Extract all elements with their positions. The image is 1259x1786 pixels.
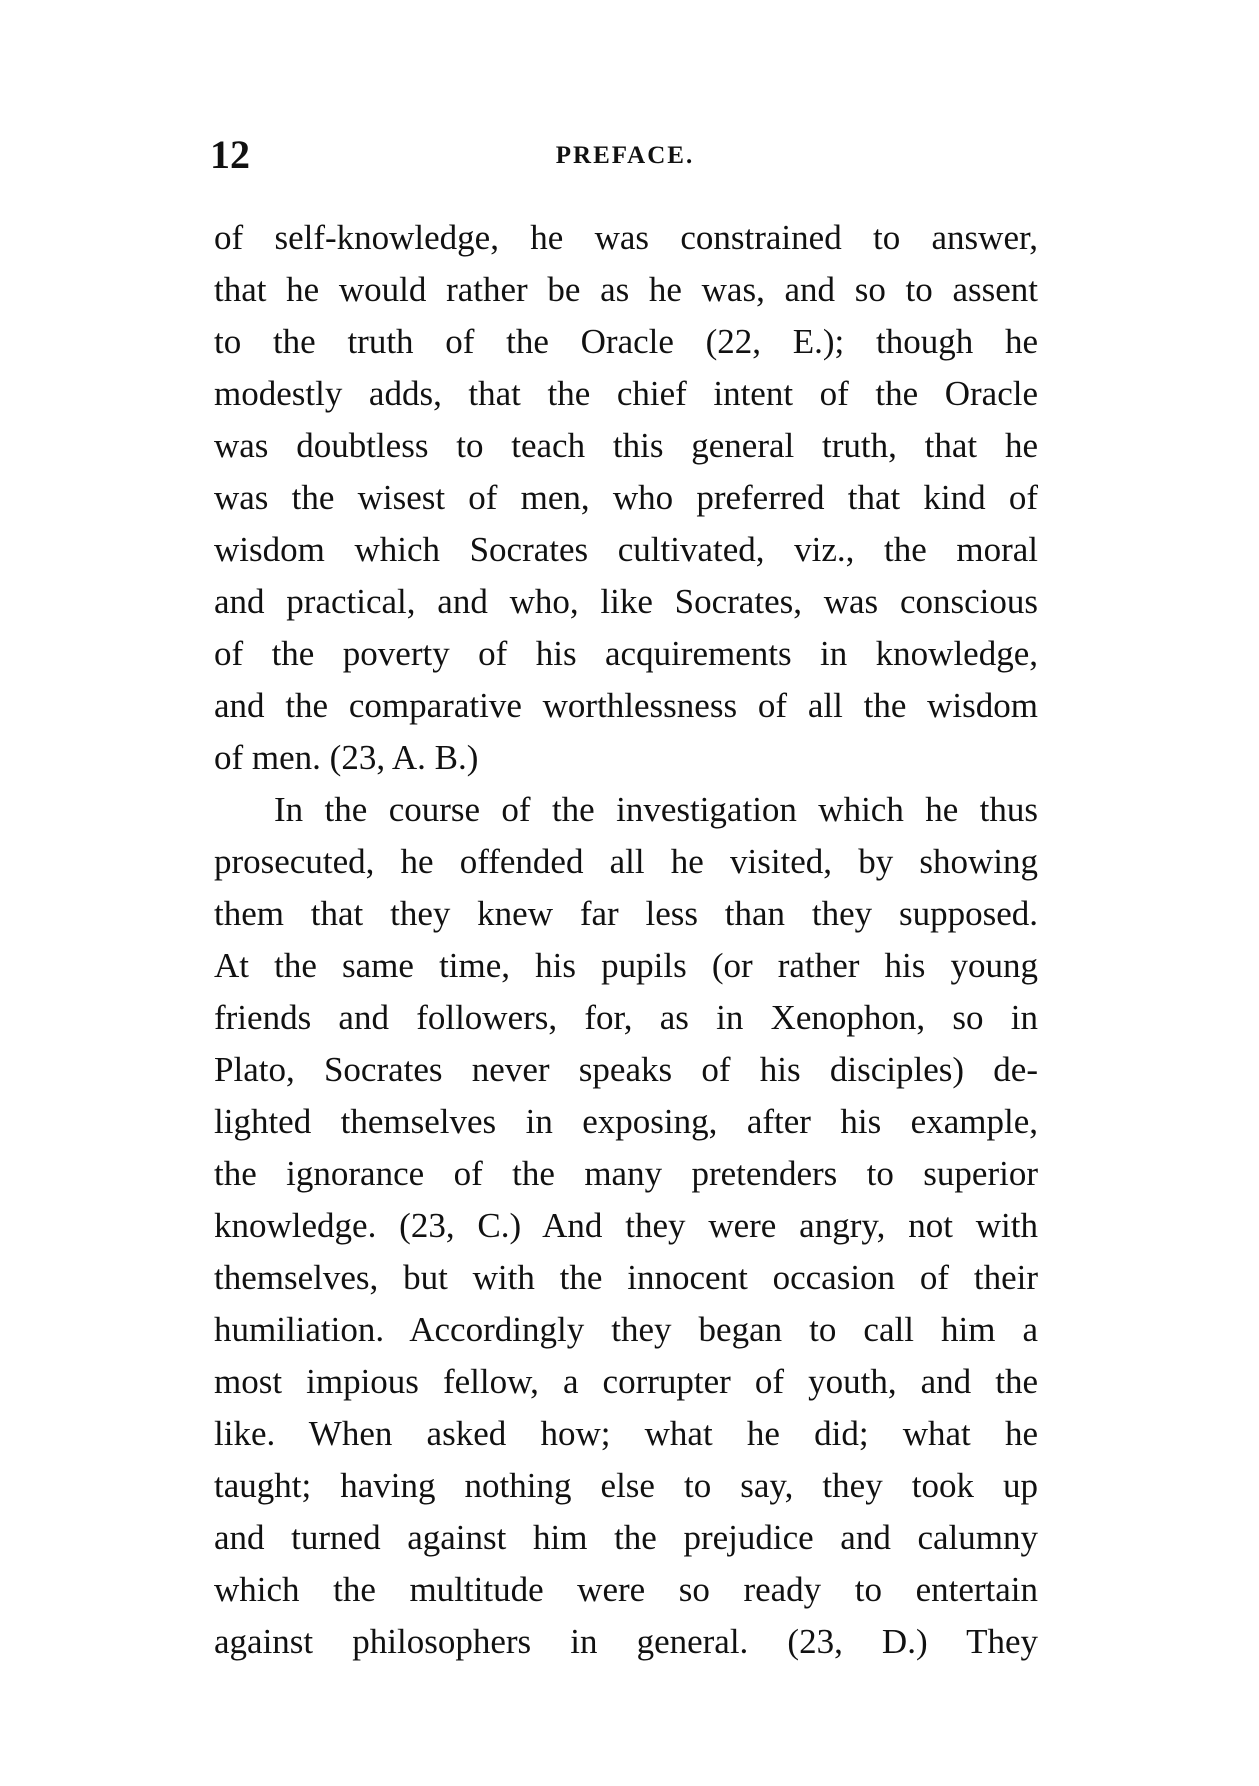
body-text [214, 212, 1038, 1668]
text-line: wisdom which Socrates cultivated, viz., the moral [214, 530, 1038, 569]
text-line: of the poverty of his acquirements in knowledge, [214, 634, 1038, 673]
page-header [210, 130, 1040, 180]
running-head: PREFACE. [555, 142, 695, 169]
text-line: that he would rather be as he was, and so to assent [214, 270, 1038, 309]
text-line: lighted themselves in exposing, after his example, [214, 1102, 1038, 1141]
text-line: taught; having nothing else to say, they took up [214, 1466, 1038, 1505]
text-line: Plato, Socrates never speaks of his disciples) de- [214, 1050, 1038, 1089]
text-line: which the multitude were so ready to entertain [214, 1570, 1038, 1609]
text-line: against philosophers in general. (23, D.) They [214, 1622, 1038, 1661]
text-line: friends and followers, for, as in Xenophon, so in [214, 998, 1038, 1037]
text-line: prosecuted, he offended all he visited, by showing [214, 842, 1038, 881]
text-line: knowledge. (23, C.) And they were angry, not with [214, 1206, 1038, 1245]
text-line: was doubtless to teach this general truth, that he [214, 426, 1038, 465]
text-line: the ignorance of the many pretenders to superior [214, 1154, 1038, 1193]
text-line: humiliation. Accordingly they began to call him a [214, 1310, 1038, 1349]
text-line: most impious fellow, a corrupter of youth, and the [214, 1362, 1038, 1401]
text-line: to the truth of the Oracle (22, E.); though he [214, 322, 1038, 361]
text-line: themselves, but with the innocent occasion of their [214, 1258, 1038, 1297]
text-line: and the comparative worthlessness of all the wisdom [214, 686, 1038, 725]
page-number: 12 [210, 132, 250, 177]
text-line: like. When asked how; what he did; what he [214, 1414, 1038, 1453]
paragraph-end-line: of men. (23, A. B.) [214, 738, 479, 777]
text-line: modestly adds, that the chief intent of the Oracle [214, 374, 1038, 413]
text-line: them that they knew far less than they supposed. [214, 894, 1038, 933]
text-line: of self-knowledge, he was constrained to answer, [214, 218, 1038, 257]
text-line: was the wisest of men, who preferred that kind of [214, 478, 1038, 517]
text-line: At the same time, his pupils (or rather his young [214, 946, 1038, 985]
text-line: and turned against him the prejudice and calumny [214, 1518, 1038, 1557]
text-line: and practical, and who, like Socrates, was conscious [214, 582, 1038, 621]
paragraph-start-line: In the course of the investigation which he thus [274, 790, 1038, 829]
